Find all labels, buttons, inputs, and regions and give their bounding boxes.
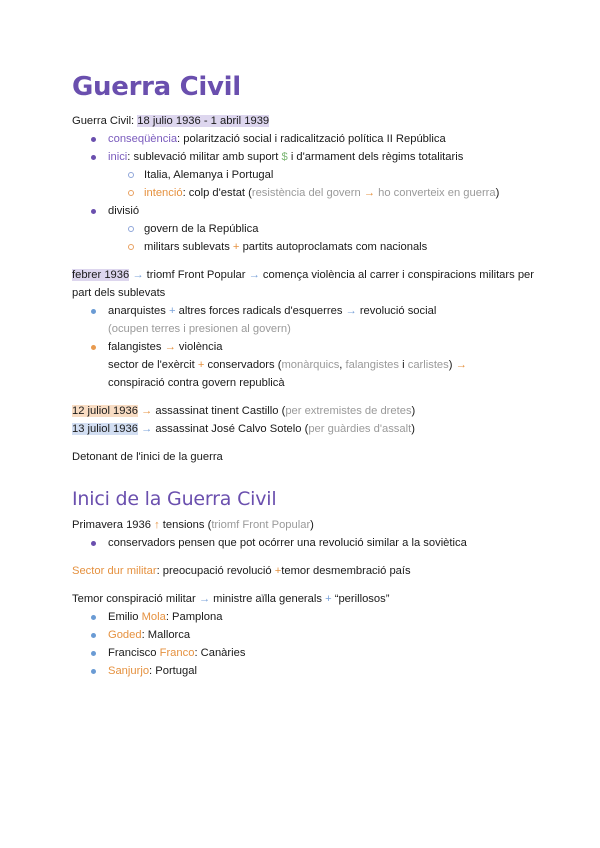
intro-date: 18 julio 1936 - 1 abril 1939: [137, 115, 270, 127]
list-item-general: [72, 644, 542, 662]
item-text: revolució social: [359, 305, 437, 317]
arrow-icon: →: [164, 341, 176, 353]
list-item-general: [72, 608, 542, 626]
dollar-icon: $: [281, 151, 288, 163]
paren-text: ho converteix en guerra: [378, 187, 496, 199]
plus-icon: +: [168, 305, 176, 317]
intro-label: Guerra Civil:: [72, 115, 135, 127]
paren-text: triomf Front Popular: [211, 519, 311, 531]
plus-icon: +: [197, 359, 205, 371]
list-item-falangistes: [72, 338, 542, 392]
sublist-item-govern: govern de la República: [72, 220, 542, 238]
general-name: Mola: [141, 611, 166, 623]
paren-text: resistència del govern: [251, 187, 361, 199]
item-text: comença violència al carrer i conspiracions militars per part dels sublevats: [72, 269, 534, 299]
date-highlight: 12 juliol 1936: [72, 405, 138, 417]
item-text: : colp d'estat (: [182, 187, 252, 199]
item-text: tensions (: [162, 519, 212, 531]
item-text: militars sublevats: [144, 241, 230, 253]
plus-icon: +: [274, 565, 282, 577]
separator: ,: [339, 359, 346, 371]
july-13-line: [72, 420, 542, 438]
item-text: : sublevació militar amb suport: [127, 151, 279, 163]
document-page: [72, 72, 542, 680]
item-text: assassinat José Calvo Sotelo (: [155, 423, 309, 435]
paren-text: monàrquics: [281, 359, 340, 371]
paren-close: ): [411, 423, 415, 435]
plus-icon: +: [325, 593, 332, 605]
section-title-inici: Inici de la Guerra Civil: [72, 488, 277, 510]
item-text: Primavera 1936: [72, 519, 151, 531]
detonant-line: Detonant de l'inici de la guerra: [72, 451, 223, 463]
intro-line: [72, 112, 542, 130]
general-first-name: Emilio: [108, 611, 142, 623]
general-first-name: Francisco: [108, 647, 160, 659]
paren-text: falangistes: [345, 359, 400, 371]
key-term: inici: [108, 151, 128, 163]
arrow-icon: →: [345, 305, 357, 317]
sublist-item-militars: [72, 238, 542, 256]
paren-text: (ocupen terres i presionen al govern): [108, 323, 291, 335]
item-text: “perillosos”: [334, 593, 390, 605]
plus-icon: +: [232, 241, 240, 253]
arrow-icon: →: [198, 593, 211, 605]
generals-list: [72, 608, 542, 680]
general-name: Sanjurjo: [108, 665, 150, 677]
item-text: sector de l'exèrcit: [108, 359, 195, 371]
sector-line: [72, 562, 542, 580]
arrow-icon: →: [132, 269, 144, 281]
paren-text: per extremistes de dretes: [285, 405, 412, 417]
general-place: : Mallorca: [141, 629, 191, 641]
key-term: intenció: [144, 187, 183, 199]
feb-paragraph: [72, 266, 542, 302]
paren-close: ): [495, 187, 500, 199]
arrow-icon: →: [248, 269, 260, 281]
paren-close: ): [448, 359, 453, 371]
key-term: conseqüència: [108, 133, 178, 145]
primavera-line: [72, 516, 542, 534]
item-text: Temor conspiració militar: [72, 593, 196, 605]
list-item-inici: [72, 148, 542, 166]
item-text: triomf Front Popular: [146, 269, 246, 281]
arrow-icon: →: [455, 359, 467, 371]
arrow-icon: →: [363, 187, 375, 199]
arrow-icon: →: [141, 423, 153, 435]
general-name: Goded: [108, 629, 142, 641]
date-highlight: febrer 1936: [72, 269, 130, 281]
sublist-item-countries: Italia, Alemanya i Portugal: [72, 166, 542, 184]
item-text: i d'armament dels règims totalitaris: [290, 151, 464, 163]
item-text: ministre aïlla generals: [213, 593, 322, 605]
item-text: falangistes: [108, 341, 162, 353]
item-text: violència: [178, 341, 223, 353]
item-text: assassinat tinent Castillo (: [155, 405, 286, 417]
feb-list: [72, 302, 542, 392]
item-text: : polarització social i radicalització política II República: [177, 133, 446, 145]
list-item-general: [72, 626, 542, 644]
guerra-civil-list: [72, 130, 542, 256]
paren-close: ): [310, 519, 314, 531]
list-item-general: [72, 662, 542, 680]
sublist-item-intencio: [72, 184, 542, 202]
primavera-list: [72, 534, 542, 552]
item-text: altres forces radicals d'esquerres: [178, 305, 343, 317]
separator: i: [399, 359, 408, 371]
item-text: partits autoproclamats com nacionals: [242, 241, 428, 253]
list-item-conservadors: conservadors pensen que pot ocórrer una revolució similar a la soviètica: [72, 534, 542, 552]
general-place: : Canàries: [194, 647, 246, 659]
temor-line: [72, 590, 542, 608]
item-text: temor desmembració país: [281, 565, 411, 577]
key-term: Sector dur militar: [72, 565, 157, 577]
paren-text: carlistes: [407, 359, 449, 371]
july-12-line: [72, 402, 542, 420]
date-highlight: 13 juliol 1936: [72, 423, 138, 435]
paren-close: ): [411, 405, 416, 417]
list-item-divisio: divisió: [72, 202, 542, 220]
up-arrow-icon: ↑: [154, 519, 160, 531]
item-text: : preocupació revolució: [156, 565, 272, 577]
section-title-guerra-civil: Guerra Civil: [72, 72, 241, 102]
paren-text: per guàrdies d'assalt: [308, 423, 412, 435]
item-text: anarquistes: [108, 305, 166, 317]
list-item-anarquistes: [72, 302, 542, 338]
item-text: conservadors (: [207, 359, 282, 371]
list-item-consequencia: [72, 130, 542, 148]
item-text: conspiració contra govern republicà: [108, 377, 285, 389]
general-name: Franco: [159, 647, 195, 659]
arrow-icon: →: [141, 405, 153, 417]
general-place: : Pamplona: [165, 611, 223, 623]
general-place: : Portugal: [149, 665, 197, 677]
